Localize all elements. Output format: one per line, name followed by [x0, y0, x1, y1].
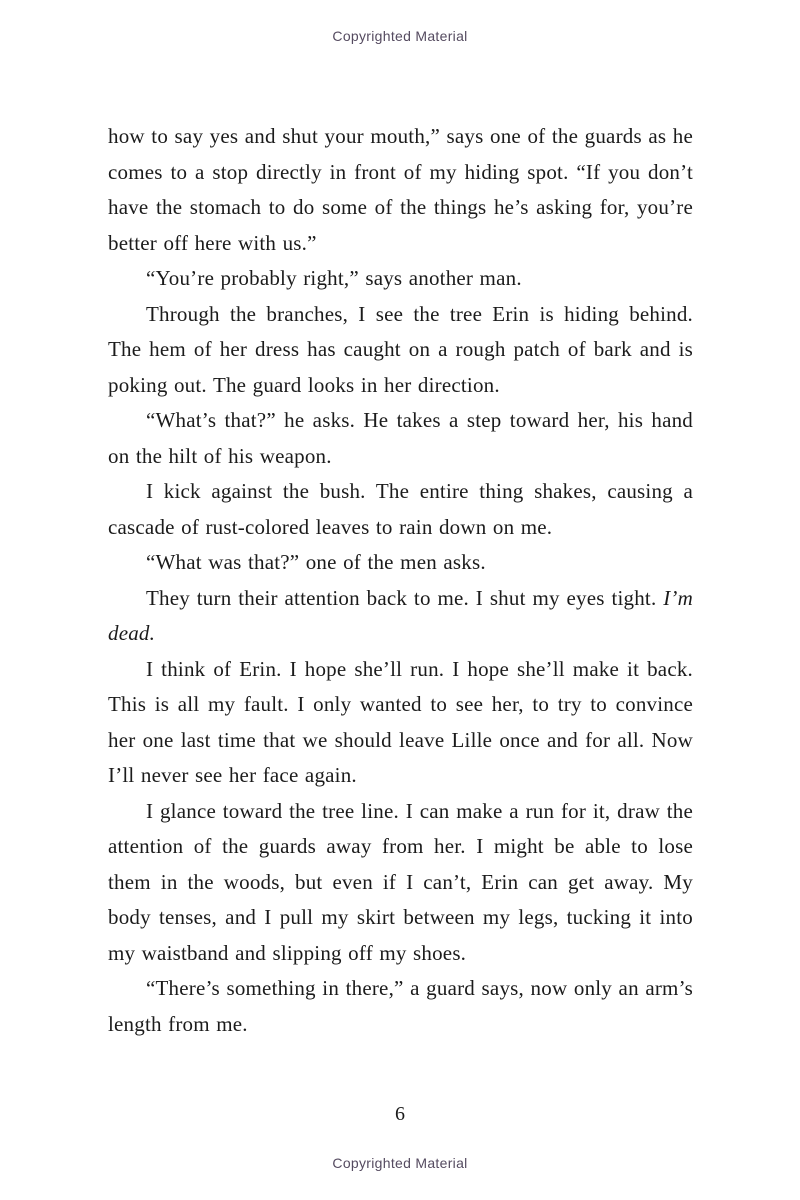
paragraph: Through the branches, I see the tree Erin is hiding behind. The hem of her dress has caught on a rough patch of bark and is poking out. The guard looks in her direction.	[108, 301, 693, 397]
copyright-notice-bottom: Copyrighted Material	[332, 1155, 468, 1171]
paragraph: “What’s that?” he asks. He takes a step toward her, his hand on the hilt of his weapon.	[108, 408, 693, 468]
page-text-block	[108, 119, 693, 1042]
paragraph	[108, 581, 693, 652]
paragraph: I kick against the bush. The entire thing shakes, causing a cascade of rust-colored leaves to rain down on me.	[108, 479, 693, 539]
page-number: 6	[395, 1103, 405, 1125]
paragraph-italic-text: I’m dead.	[108, 585, 693, 645]
paragraph: “You’re probably right,” says another man.	[146, 266, 522, 290]
paragraph: how to say yes and shut your mouth,” says one of the guards as he comes to a stop directly in front of my hiding spot. “If you don’t have the stomach to do some of the things he’s asking for, you’re better off here with us.”	[108, 124, 693, 255]
paragraph: I glance toward the tree line. I can make a run for it, draw the attention of the guards away from her. I might be able to lose them in the woods, but even if I can’t, Erin can get away. My body tenses, and I pull my skirt between my legs, tucking it into my waistband and slipping off my shoes.	[108, 798, 693, 965]
paragraph: I think of Erin. I hope she’ll run. I hope she’ll make it back. This is all my fault. I only wanted to see her, to try to convince her one last time that we should leave Lille once and for all. Now I’ll never see her face again.	[108, 656, 693, 787]
paragraph-text: They turn their attention back to me. I shut my eyes tight.	[146, 585, 664, 610]
copyright-notice-top: Copyrighted Material	[332, 28, 468, 44]
paragraph: “What was that?” one of the men asks.	[146, 550, 486, 574]
paragraph: “There’s something in there,” a guard says, now only an arm’s length from me.	[108, 976, 693, 1036]
